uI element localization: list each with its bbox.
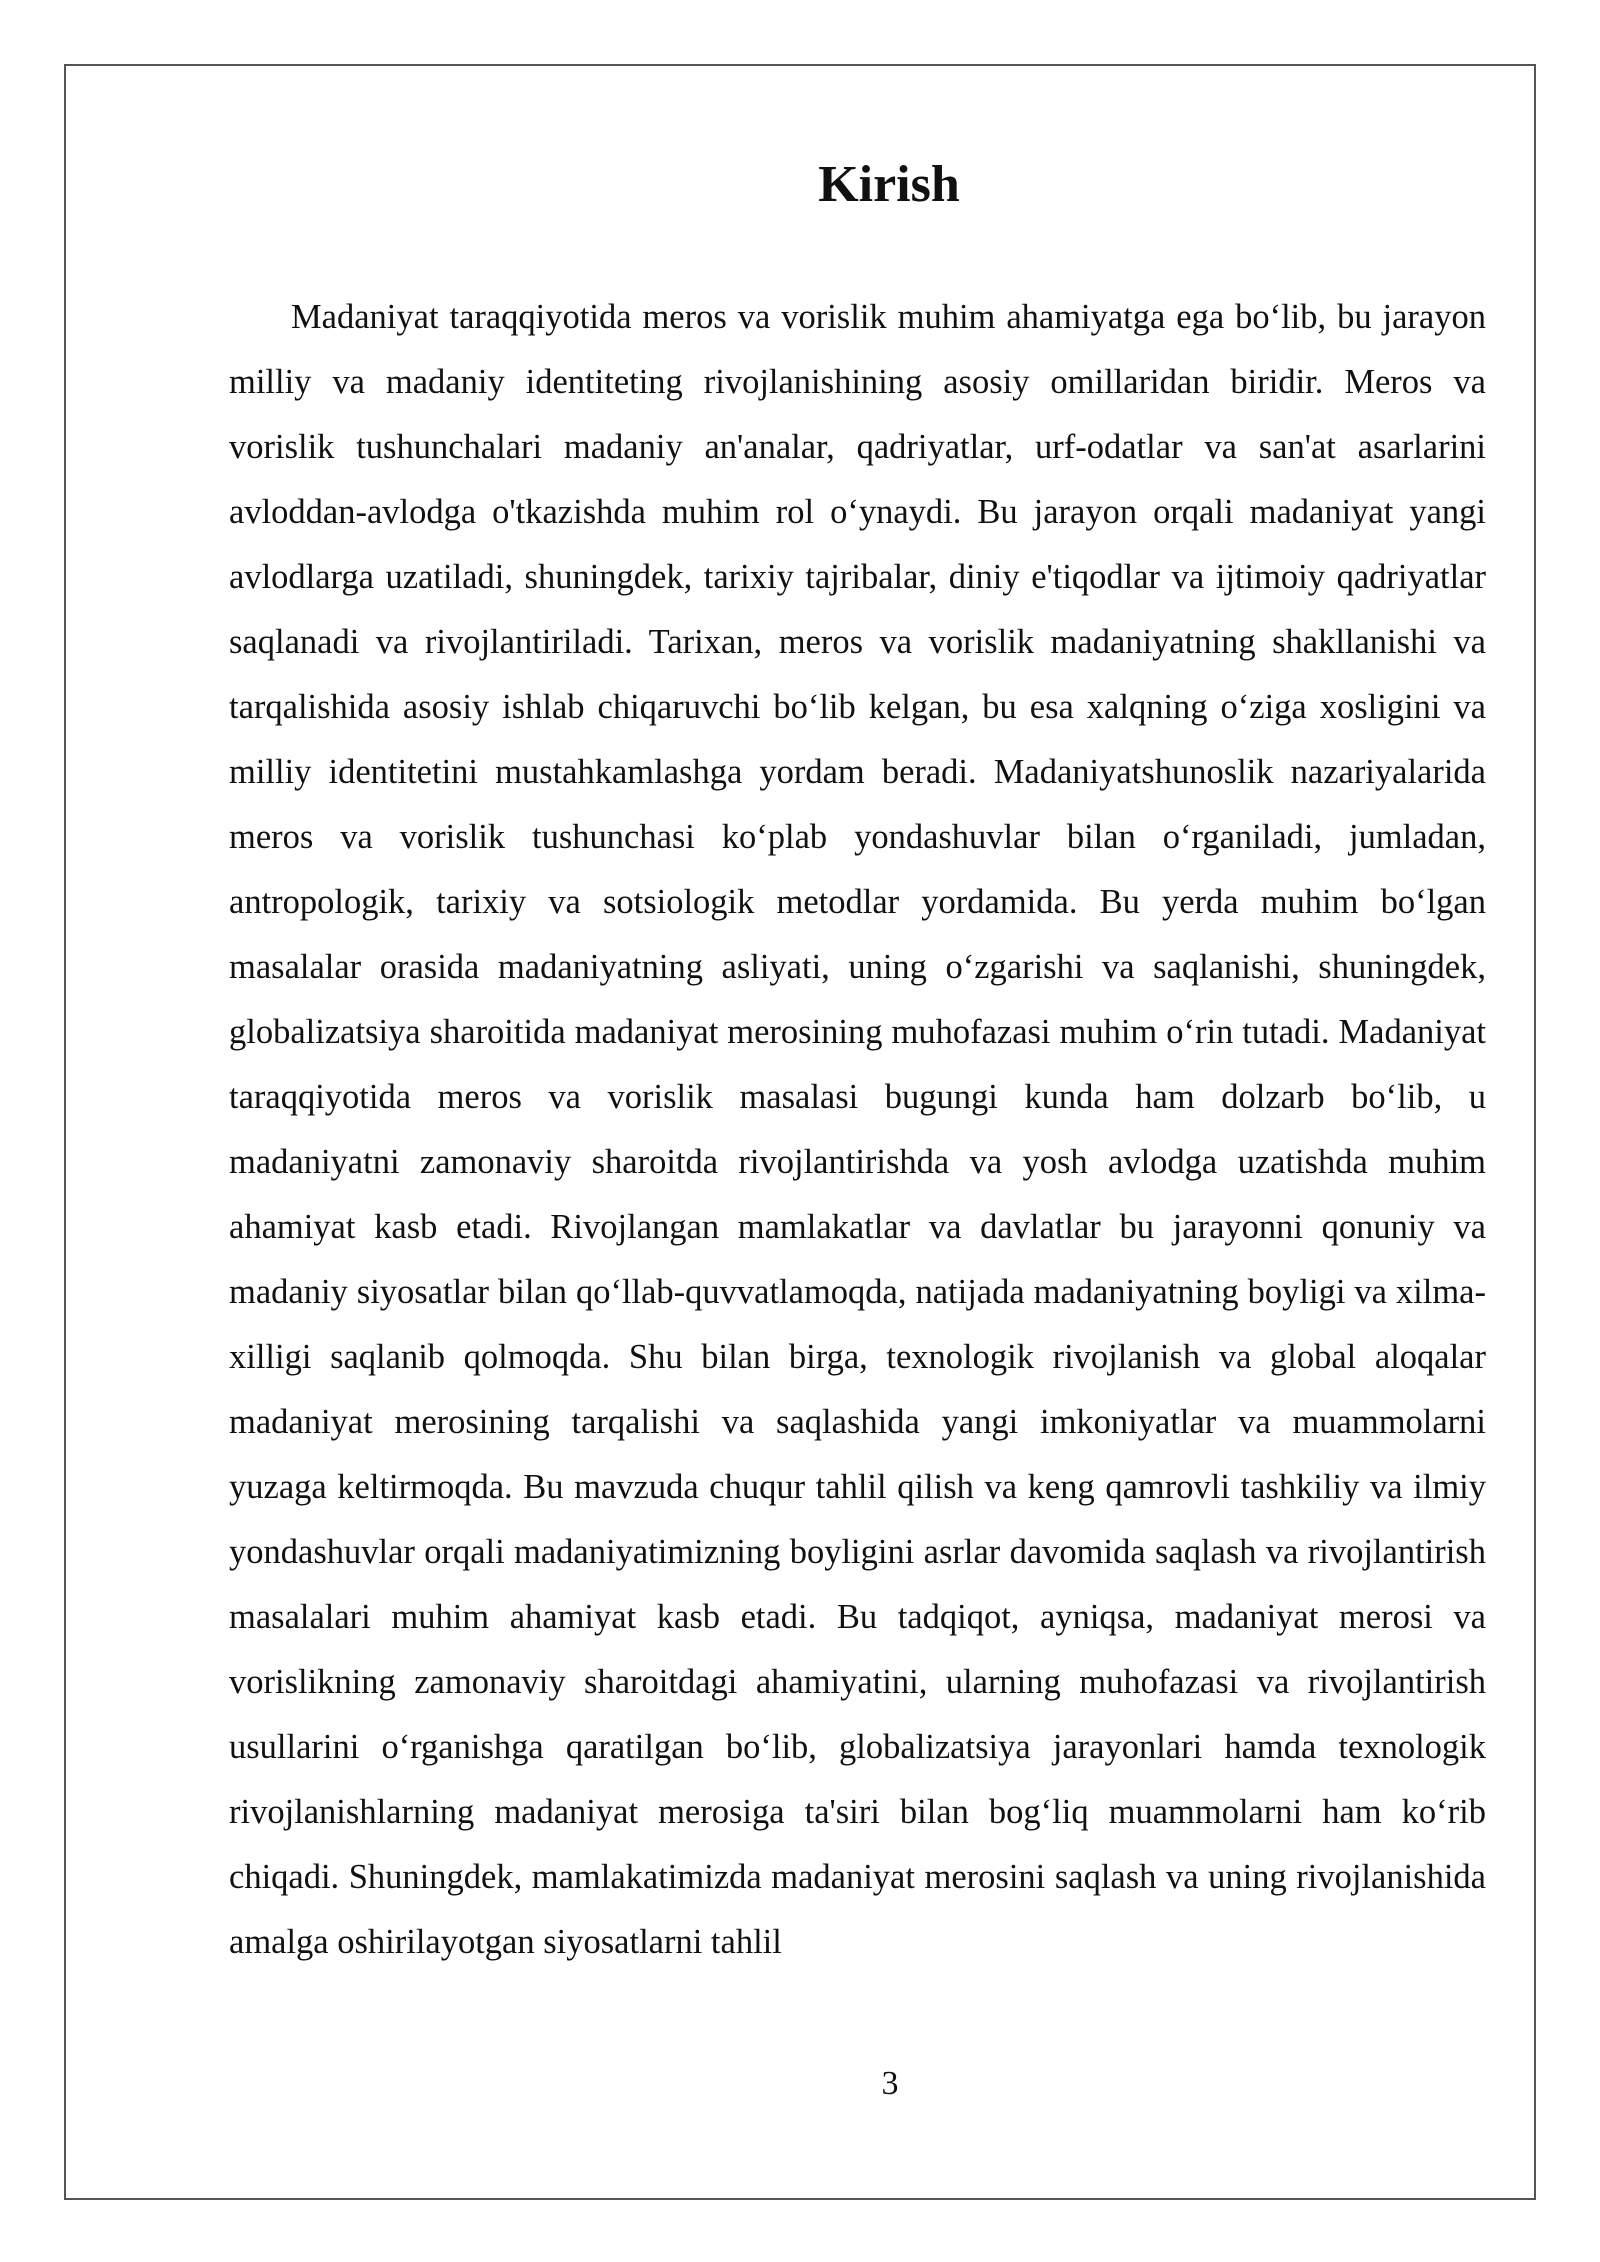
body-paragraph: Madaniyat taraqqiyotida meros va vorislik muhim ahamiyatga ega bo‘lib, bu jarayon milliy va madaniy identiteting rivojlanishining asosiy omillaridan biridir. Meros va vorislik tushunchalari madaniy an'analar, qadriyatlar, urf-odatlar va san'at asarlarini avloddan-avlodga o'tkazishda muhim rol o‘ynaydi. Bu jarayon orqali madaniyat yangi avlodlarga uzatiladi, shuningdek, tarixiy tajribalar, diniy e'tiqodlar va ijtimoiy qadriyatlar saqlanadi va rivojlantiriladi. Tarixan, meros va vorislik madaniyatning shakllanishi va tarqalishida asosiy ishlab chiqaruvchi bo‘lib kelgan, bu esa xalqning o‘ziga xosligini va milliy identitetini mustahkamlashga yordam beradi. Madaniyatshunoslik nazariyalarida meros va vorislik tushunchasi ko‘plab yondashuvlar bilan o‘rganiladi, jumladan, antropologik, tarixiy va sotsiologik metodlar yordamida. Bu yerda muhim bo‘lgan masalalar orasida madaniyatning asliyati, uning o‘zgarishi va saqlanishi, shuningdek, globalizatsiya sharoitida madaniyat merosining muhofazasi muhim o‘rin tutadi. Madaniyat taraqqiyotida meros va vorislik masalasi bugungi kunda ham dolzarb bo‘lib, u madaniyatni zamonaviy sharoitda rivojlantirishda va yosh avlodga uzatishda muhim ahamiyat kasb etadi. Rivojlangan mamlakatlar va davlatlar bu jarayonni qonuniy va madaniy siyosatlar bilan qo‘llab-quvvatlamoqda, natijada madaniyatning boyligi va xilma-xilligi saqlanib qolmoqda. Shu bilan birga, texnologik rivojlanish va global aloqalar madaniyat merosining tarqalishi va saqlashida yangi imkoniyatlar va muammolarni yuzaga keltirmoqda. Bu mavzuda chuqur tahlil qilish va keng qamrovli tashkiliy va ilmiy yondashuvlar orqali madaniyatimizning boyligini asrlar davomida saqlash va rivojlantirish masalalari muhim ahamiyat kasb etadi. Bu tadqiqot, ayniqsa, madaniyat merosi va vorislikning zamonaviy sharoitdagi ahamiyatini, ularning muhofazasi va rivojlantirish usullarini o‘rganishga qaratilgan bo‘lib, globalizatsiya jarayonlari hamda texnologik rivojlanishlarning madaniyat merosiga ta'siri bilan bog‘liq muammolarni ham ko‘rib chiqadi. Shuningdek, mamlakatimizda madaniyat merosini saqlash va uning rivojlanishida amalga oshirilayotgan siyosatlarni tahlil	[229, 298, 1486, 1961]
page-title: Kirish	[818, 156, 960, 213]
page-number: 3	[881, 2065, 899, 2102]
